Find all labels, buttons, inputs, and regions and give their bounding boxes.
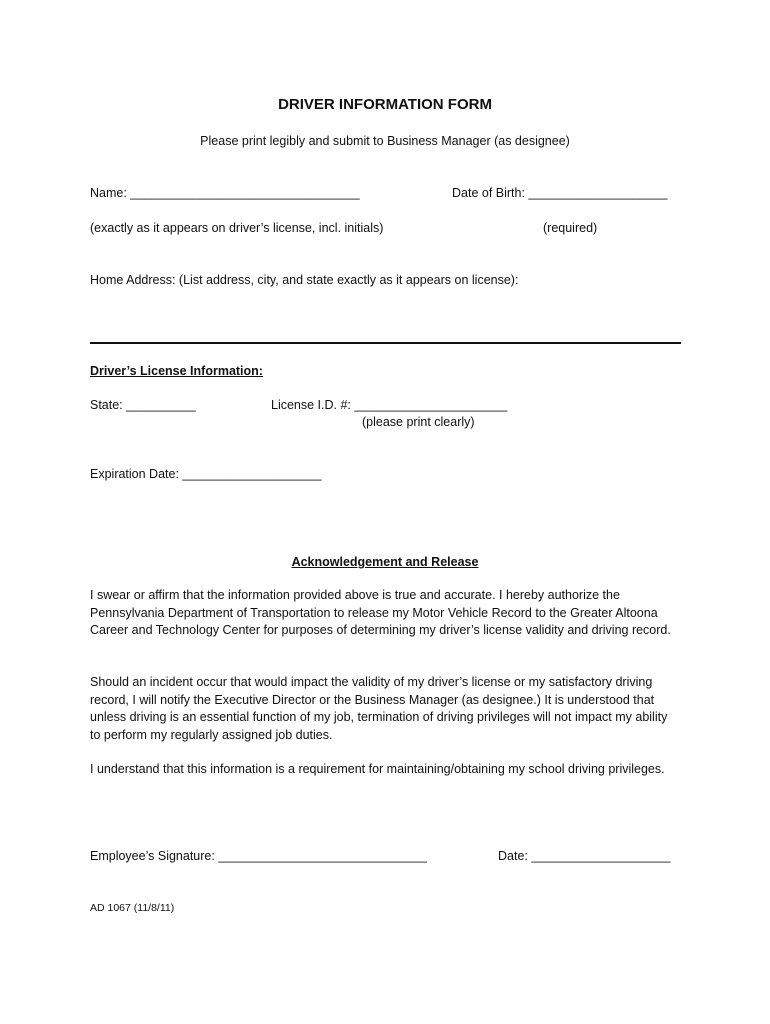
home-address-label: Home Address: (List address, city, and state exactly as it appears on license): (90, 273, 519, 287)
expiration-date-field[interactable]: Expiration Date: ____________________ (90, 467, 322, 481)
form-code: AD 1067 (11/8/11) (90, 902, 175, 914)
form-title: DRIVER INFORMATION FORM (278, 96, 492, 113)
acknowledgement-paragraph-2: Should an incident occur that would impact the validity of my driver’s license or my satisfactory driving record, I will notify the Executive Director or the Business Manager (as designee.) It is understood that unless driving is an essential function of my job, termination of driving privileges will not impact my ability to perform my regularly assigned job duties. (90, 675, 668, 742)
license-id-field[interactable]: License I.D. #: ______________________ (271, 398, 508, 412)
acknowledgement-paragraph-3: I understand that this information is a requirement for maintaining/obtaining my school driving privileges. (90, 762, 665, 776)
acknowledgement-paragraph-1: I swear or affirm that the information provided above is true and accurate. I hereby authorize the Pennsylvania Department of Transportation to release my Motor Vehicle Record to the Greater Altoona Career and Technology Center for purposes of determining my driver’s license validity and driving record. (90, 588, 671, 637)
signature-date-field[interactable]: Date: ____________________ (498, 849, 671, 863)
name-note: (exactly as it appears on driver’s license, incl. initials) (90, 221, 384, 235)
acknowledgement-heading: Acknowledgement and Release (291, 555, 479, 569)
form-subtitle: Please print legibly and submit to Business Manager (as designee) (200, 134, 570, 148)
license-id-note: (please print clearly) (362, 415, 475, 429)
dob-note: (required) (543, 221, 598, 235)
employee-signature-field[interactable]: Employee’s Signature: ______________________________ (90, 849, 427, 863)
license-section-heading: Driver’s License Information: (90, 364, 263, 378)
name-field[interactable]: Name: _________________________________ (90, 186, 360, 200)
state-field[interactable]: State: __________ (90, 398, 196, 412)
date-of-birth-field[interactable]: Date of Birth: ____________________ (452, 186, 668, 200)
home-address-line[interactable] (90, 342, 681, 344)
